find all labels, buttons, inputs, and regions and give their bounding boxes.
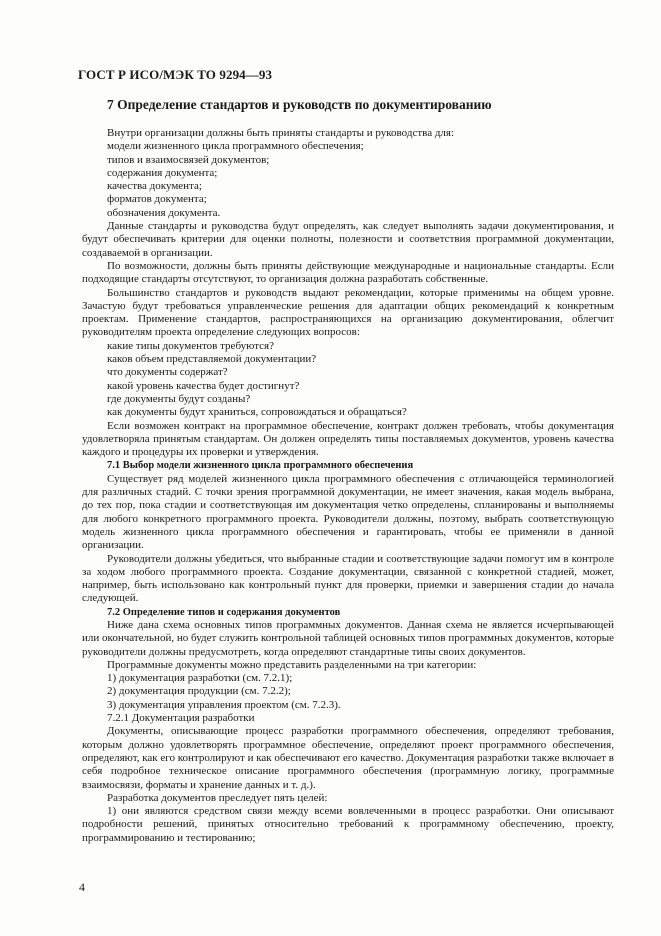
paragraph: Руководители должны убедиться, что выбранные стадии и соответствующие задачи помогут им в контроле за ходом любого программного проекта. Создание документации, связанной с конкретной стадией, может, например, быть использовано как контрольный пункт для проверки, приемки и завершения стадии до начала следующей.	[82, 552, 614, 605]
section-title: 7 Определение стандартов и руководств по документированию	[107, 97, 492, 112]
body-text	[82, 127, 614, 845]
list-item: содержания документа;	[107, 166, 218, 179]
paragraph: Документы, описывающие процесс разработки программного обеспечения, определяют требования, которым должно удовлетворять программное обеспечение, определяют проект программного обеспечения, определяют, как его контролируют и как обеспечивают его качество. Документация разработки также включает в себя подробное техническое описание программного обеспечения (программную логику, программные взаимосвязи, форматы и хранение данных и т. д.).	[82, 725, 614, 791]
list-item: качества документа;	[107, 180, 202, 193]
paragraph: Внутри организации должны быть приняты стандарты и руководства для:	[107, 127, 455, 139]
paragraph: Ниже дана схема основных типов программных документов. Данная схема не является исчерпывающей или окончательной, но будет служить контрольной таблицей основных типов программных документов, которые руководители должны предусмотреть, когда определяют стандартные типы своих документов.	[82, 618, 614, 658]
list-item: каков объем представляемой документации?	[107, 353, 317, 366]
paragraph: 1) они являются средством связи между всеми вовлеченными в процесс разработки. Они описывают подробности решений, принятых относительно требований к программному обеспечению, проекту, программированию и тестированию;	[82, 805, 614, 844]
list-item: как документы будут храниться, сопровождаться и обращаться?	[107, 406, 407, 419]
paragraph: По возможности, должны быть приняты действующие международные и национальные стандарты. Если подходящие стандарты отсутствуют, то организация должна разработать собственные.	[82, 259, 614, 286]
paragraph: Данные стандарты и руководства будут определять, как следует выполнять задачи документирования, и будут обеспечивать критерии для оценки полноты, полезности и соответствия программной документации, создаваемой в организации.	[82, 220, 614, 259]
paragraph: Большинство стандартов и руководств выдают рекомендации, которые применимы на общем уровне. Зачастую будут требоваться управленческие решения для адаптации общих рекомендаций к конкретным проектам. Применение стандартов, распространяющихся на организацию документирования, облегчит руководителям проекта определение следующих вопросов:	[82, 286, 614, 339]
list-item: форматов документа;	[107, 193, 207, 206]
list-item: где документы будут созданы?	[107, 392, 251, 405]
list-item: какой уровень качества будет достигнут?	[107, 379, 300, 392]
list-item: 7.2.1 Документация разработки	[107, 712, 255, 725]
list-item: что документы содержат?	[107, 366, 228, 379]
subsection-heading: 7.2 Определение типов и содержания документов	[107, 606, 341, 618]
page-number: 4	[79, 880, 85, 894]
list-item: обозначения документа.	[107, 206, 221, 219]
paragraph: Существует ряд моделей жизненного цикла программного обеспечения с отличающейся терминологией для различных стадий. С точки зрения программной документации, не имеет значения, какая модель выбрана, до тех пор, пока стадии и соответствующая им документация четко определены, спланированы и выполняемы для любого конкретного программного проекта. Руководители должны, поэтому, выбрать соответствующую модель жизненного цикла программного обеспечения и гарантировать, чтобы ее применяли в данной организации.	[82, 472, 614, 552]
list-item: 3) документация управления проектом (см. 7.2.3).	[107, 698, 341, 711]
paragraph: Разработка документов преследует пять целей:	[107, 791, 328, 804]
list-item: 1) документация разработки (см. 7.2.1);	[107, 672, 293, 685]
list-item: типов и взаимосвязей документов;	[107, 153, 270, 166]
list-item: модели жизненного цикла программного обеспечения;	[107, 140, 364, 153]
subsection-heading: 7.1 Выбор модели жизненного цикла программного обеспечения	[107, 460, 414, 472]
list-item: какие типы документов требуются?	[107, 339, 274, 352]
list-item: 2) документация продукции (см. 7.2.2);	[107, 685, 291, 698]
paragraph: Программные документы можно представить разделенными на три категории:	[107, 658, 477, 671]
paragraph: Если возможен контракт на программное обеспечение, контракт должен требовать, чтобы документация удовлетворяла принятым стандартам. Он должен определять типы поставляемых документов, уровень качества каждого и процедуры их проверки и утверждения.	[82, 419, 614, 459]
document-header: ГОСТ Р ИСО/МЭК ТО 9294—93	[78, 67, 273, 82]
